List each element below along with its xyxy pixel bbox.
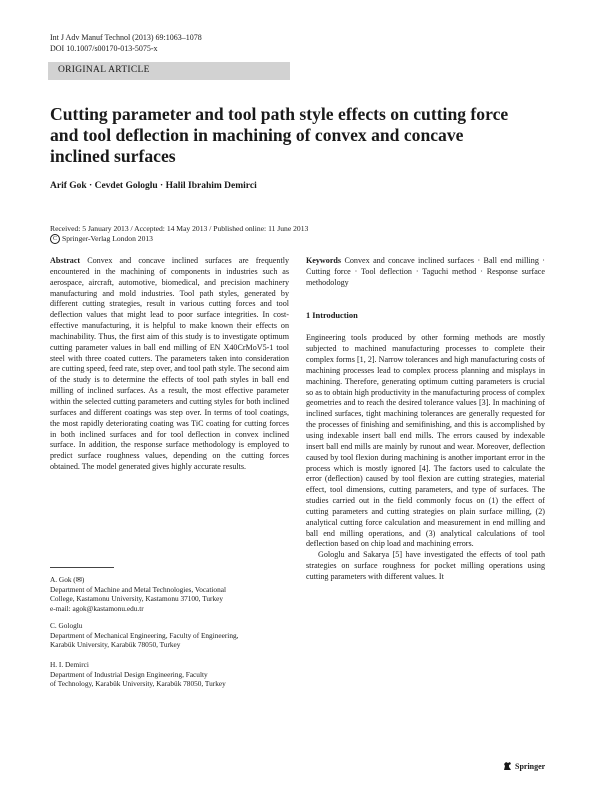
keywords-block bbox=[306, 256, 545, 289]
copyright-icon: C bbox=[50, 234, 60, 244]
affiliation-line: Department of Industrial Design Engineering, Faculty bbox=[50, 669, 208, 679]
intro-paragraph-2: Gologlu and Sakarya [5] have investigated the effects of tool path strategies on surface roughness for pocket milling operations using cutting parameters with different values. It bbox=[306, 550, 545, 581]
affiliation-gologlu bbox=[50, 621, 289, 650]
springer-logo bbox=[503, 761, 545, 771]
paper-title: Cutting parameter and tool path style effects on cutting force and tool deflection in machining of convex and concave inclined surfaces bbox=[50, 104, 509, 166]
publisher-name: Springer bbox=[515, 761, 546, 771]
section-heading-introduction: 1 Introduction bbox=[306, 310, 358, 320]
affiliation-email[interactable]: e-mail: agok@kastamonu.edu.tr bbox=[50, 603, 144, 613]
affiliation-line: College, Kastamonu University, Kastamonu 37100, Turkey bbox=[50, 594, 224, 604]
affiliation-line: Karabük University, Karabük 78050, Turkey bbox=[50, 640, 181, 650]
affiliation-name: A. Gok (✉) bbox=[50, 575, 85, 584]
affiliation-name: H. I. Demirci bbox=[50, 660, 89, 669]
affiliation-demirci bbox=[50, 660, 289, 689]
keywords-text: Convex and concave inclined surfaces · Ball end milling · Cutting force · Tool deflection · Taguchi method · Response surface methodology bbox=[306, 256, 545, 287]
abstract-text: Convex and concave inclined surfaces are frequently encountered in the machining of components in industries such as aerospace, aircraft, automotive, biomedical, and precision machinery manufacturing and mold industries. Tool path styles, generated by different cutting strategies, result in various cutting forces and tool deflection values that might lead to poor surface integrities. In cost-effective manufacturing, it is helpful to make known their effects on machinability. Thus, the first aim of this study is to investigate optimum cutting parameter values in ball end milling of EN X40CrMoV5-1 tool steel with three coated cutters. The parameters taken into consideration are cutting speed, feed rate, step over, and tool path style. The second aim of the study is to determine the effects of tool path styles in ball end milling of inclined surfaces. As a result, the most effective parameter within the selected cutting parameters and cutting styles for both inclined surfaces and different coatings was step over. In terms of tool coatings, the most rapidly deteriorating coating was TiC coating for cutting forces in both inclined surfaces and for tool deflection in convex inclined surface. In addition, the response surface methodology is employed to predict surface roughness values, depending on the cutting forces obtained. The model generated gives highly accurate results. bbox=[50, 256, 289, 472]
author-list: Arif Gok · Cevdet Gologlu · Halil Ibrahim Demirci bbox=[50, 181, 257, 191]
footnote-rule bbox=[50, 567, 114, 568]
abstract-column bbox=[50, 256, 289, 473]
affiliation-line: Department of Machine and Metal Technologies, Vocational bbox=[50, 584, 226, 594]
copyright-line bbox=[50, 234, 153, 244]
keywords-label: Keywords bbox=[306, 256, 342, 265]
affiliation-line: of Technology, Karabük University, Karabük 78050, Turkey bbox=[50, 679, 226, 689]
right-column bbox=[306, 256, 545, 583]
article-type-bar bbox=[48, 62, 290, 80]
affiliation-line: Department of Mechanical Engineering, Faculty of Engineering, bbox=[50, 630, 239, 640]
journal-citation: Int J Adv Manuf Technol (2013) 69:1063–1078 bbox=[50, 33, 202, 42]
copyright-text: Springer-Verlag London 2013 bbox=[62, 234, 153, 243]
doi: DOI 10.1007/s00170-013-5075-x bbox=[50, 44, 158, 53]
abstract-label: Abstract bbox=[50, 256, 81, 265]
affiliation-name: C. Gologlu bbox=[50, 621, 83, 630]
publication-dates: Received: 5 January 2013 / Accepted: 14 May 2013 / Published online: 11 June 2013 bbox=[50, 224, 309, 233]
springer-horse-icon bbox=[503, 761, 512, 771]
intro-paragraph-1: Engineering tools produced by other forming methods are mostly subjected to machined manufacturing processes to complete their complex forms [1, 2]. Narrow tolerances and high manufacturing costs of machining processes lead to complex process planning and misplays in machining. Therefore, generating optimum cutting parameters is crucial so as to obtain high productivity in the manufacturing process of complex geometries and to reach the desired tolerance values [3]. In machining of inclined surfaces, tight machining tolerances are generally requested for the processes of finishing and semifinishing, and this is accomplished by using indexable insert ball end mills. The errors caused by indexable insert ball end mills are mainly by runout and wear. Moreover, deflection caused by tool flexion during machining is another important error in the process which is mostly ignored [4]. The factors used to calculate the error (deflection) caused by tool flexion are cutting strategies, material effect, tool dimensions, cutting parameters, and type of surfaces. The studies carried out in the field commonly focus on (1) the effect of cutting parameters and cutting strategies on plain surface milling, (2) analytical cutting force calculation and measurement in end milling and ball end milling operations, and (3) analytical calculations of tool deflection based on chip load and machining errors. bbox=[306, 333, 545, 549]
affiliation-gok bbox=[50, 575, 289, 613]
article-type-label: ORIGINAL ARTICLE bbox=[58, 65, 150, 75]
